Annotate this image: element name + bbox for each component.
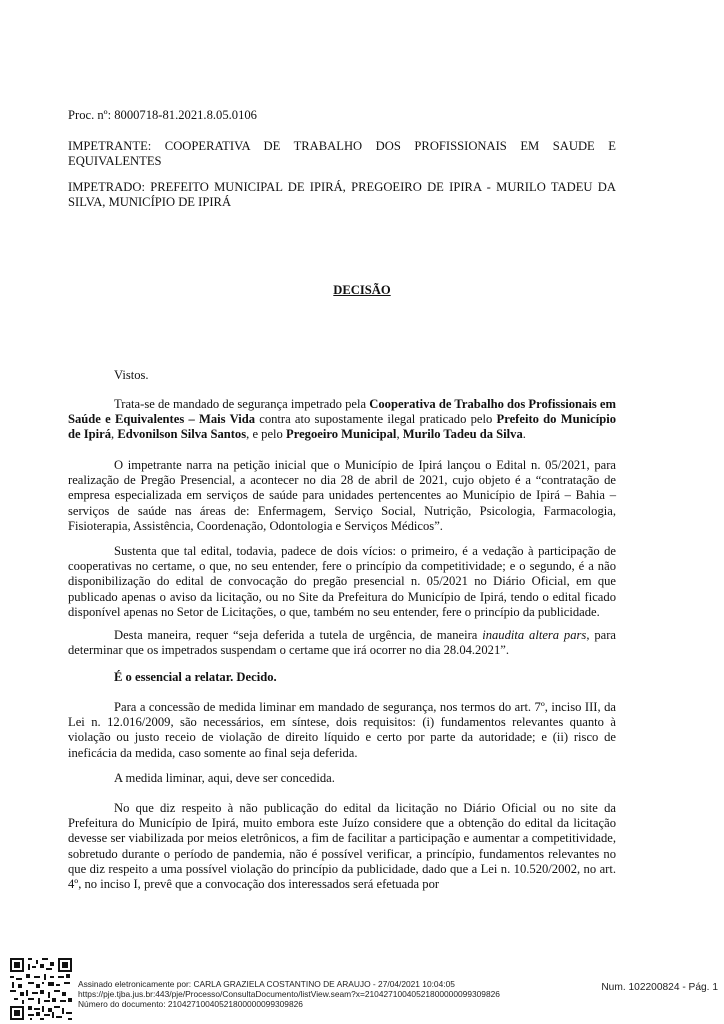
- vistos-paragraph: Vistos.: [114, 368, 149, 382]
- paragraph-7: A medida liminar, aqui, deve ser concedida.: [114, 771, 335, 785]
- paragraph-6: Para a concessão de medida liminar em mandado de segurança, nos termos do art. 7º, inciso III, da Lei n. 12.016/2009, são necessários, em síntese, dois requisitos: (i) fundamentos relevantes quanto à violação ou justo receio de violação de direito líquido e certo por parte da autoridade; e (ii) risco de ineficácia da medida, caso somente ao final seja deferida.: [68, 700, 616, 760]
- process-number: Proc. nº: 8000718-81.2021.8.05.0106: [68, 108, 257, 122]
- signature-footer: [0, 950, 724, 1024]
- page-number: Num. 102200824 - Pág. 1: [601, 982, 718, 993]
- paragraph-2: O impetrante narra na petição inicial que o Município de Ipirá lançou o Edital n. 05/2021, para realização de Pregão Presencial, a acontecer no dia 28 de abril de 2021, cujo objeto é a “contratação de empresa especializada em serviços de saúde para unidades pertencentes ao Município de Ipirá – Bahia – serviços de saúde nas áreas de: Enfermagem, Serviço Social, Nutrição, Psicologia, Farmacologia, Fisioterapia, Assistência, Coordenação, Odontologia e Serviços Médicos”.: [68, 458, 616, 533]
- signed-by-line: Assinado eletronicamente por: CARLA GRAZIELA COSTANTINO DE ARAUJO - 27/04/2021 10:04:05: [78, 979, 455, 989]
- qr-code-icon: [10, 958, 72, 1020]
- paragraph-1: Trata-se de mandado de segurança impetrado pela Cooperativa de Trabalho dos Profissionais em Saúde e Equivalentes – Mais Vida contra ato supostamente ilegal praticado pelo Prefeito do Município de Ipirá, Edvonilson Silva Santos, e pelo Pregoeiro Municipal, Murilo Tadeu da Silva.: [68, 397, 616, 442]
- page-title: DECISÃO: [333, 283, 391, 297]
- paragraph-5: É o essencial a relatar. Decido.: [114, 670, 277, 684]
- document-number-line: Número do documento: 21042710040521800000099309826: [78, 999, 303, 1010]
- impetrante-line: IMPETRANTE: COOPERATIVA DE TRABALHO DOS PROFISSIONAIS EM SAUDE E EQUIVALENTES: [68, 139, 616, 169]
- document-url-link[interactable]: https://pje.tjba.jus.br:443/pje/Processo/ConsultaDocumento/listView.seam?x=21042710040521800000099309826: [78, 989, 500, 1000]
- signature-info: [78, 979, 500, 1010]
- impetrado-line: IMPETRADO: PREFEITO MUNICIPAL DE IPIRÁ, PREGOEIRO DE IPIRA - MURILO TADEU DA SILVA, MUNICÍPIO DE IPIRÁ: [68, 180, 616, 210]
- paragraph-8: No que diz respeito à não publicação do edital da licitação no Diário Oficial ou no site da Prefeitura do Município de Ipirá, muito embora este Juízo considere que a obtenção do edital da licitação devesse ser viabilizada por meios eletrônicos, a fim de facilitar a participação e aumentar a competitividade, sobretudo durante o período de pandemia, não é possível verificar, a princípio, fundamentos relevantes no que diz respeito a uma possível violação do princípio da publicidade, dado que a Lei n. 10.520/2002, no art. 4º, no inciso I, prevê que a convocação dos interessados será efetuada por: [68, 801, 616, 892]
- paragraph-4: Desta maneira, requer “seja deferida a tutela de urgência, de maneira inaudita altera pars, para determinar que os impetrados suspendam o certame que irá ocorrer no dia 28.04.2021”.: [68, 628, 616, 658]
- paragraph-3: Sustenta que tal edital, todavia, padece de dois vícios: o primeiro, é a vedação à participação de cooperativas no certame, o que, no seu entender, fere o princípio da competitividade; e o segundo, é a não disponibilização do edital de convocação do pregão presencial n. 05/2021 no Diário Oficial, em que publicado apenas o aviso da licitação, ou no Site da Prefeitura do Município de Ipirá, tendo o edital ficado disponível apenas no Setor de Licitações, o que, também no seu entender, fere o princípio da publicidade.: [68, 544, 616, 619]
